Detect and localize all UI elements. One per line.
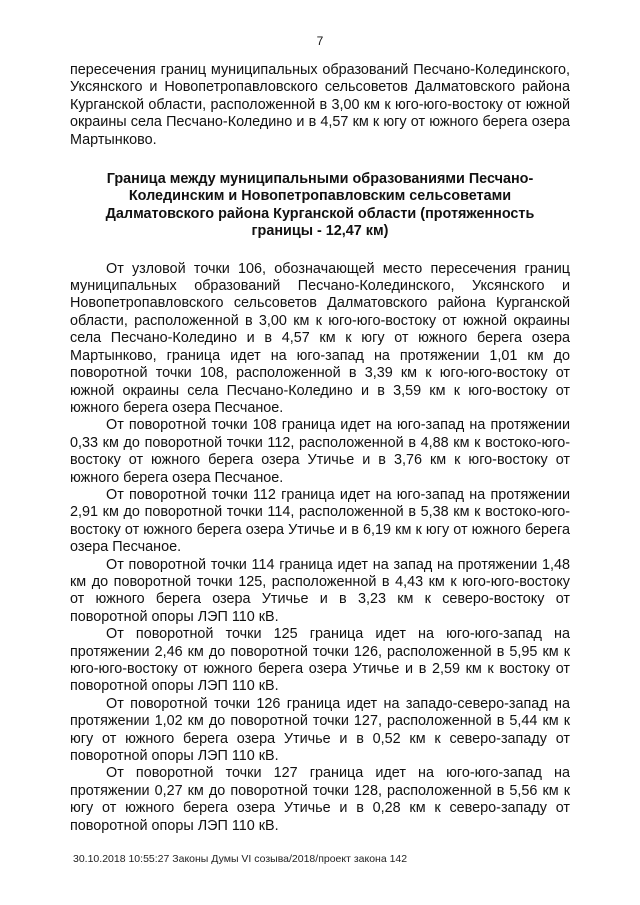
paragraph-5: От поворотной точки 125 граница идет на юго-юго-запад на протяжении 2,46 км до поворотной точки 126, расположенной в 5,95 км к юго-юго-востоку от южного берега озера Утичье и в 2,59 км к востоку от поворотной опоры ЛЭП 110 кВ. xyxy=(70,626,570,695)
paragraph-4: От поворотной точки 114 граница идет на запад на протяжении 1,48 км до поворотной точки 125, расположенной в 4,43 км к юго-юго-востоку от южного берега озера Утичье и в 3,23 км к северо-востоку от поворотной опоры ЛЭП 110 кВ. xyxy=(70,556,570,625)
paragraph-6: От поворотной точки 126 граница идет на западо-северо-запад на протяжении 1,02 км до поворотной точки 127, расположенной в 5,44 км к югу от южного берега озера Утичье и в 0,52 км к северо-западу от поворотной опоры ЛЭП 110 кВ. xyxy=(70,695,570,765)
intro-paragraph: пересечения границ муниципальных образований Песчано-Колединского, Уксянского и Новопетропавловского сельсоветов Далматовского района Курганской области, расположенной в 3,00 км к юго-юго-востоку от южной окраины села Песчано-Коледино и в 4,57 км к югу от южного берега озера Мартынково. xyxy=(70,62,570,148)
paragraph-3: От поворотной точки 112 граница идет на юго-запад на протяжении 2,91 км до поворотной точки 114, расположенной в 5,38 км к востоко-юго-востоку от южного берега озера Утичье и в 6,19 км к югу от южного берега озера Песчаное. xyxy=(70,486,570,556)
document-footer: 30.10.2018 10:55:27 Законы Думы VI созыва/2018/проект закона 142 xyxy=(73,853,408,865)
paragraph-1: От узловой точки 106, обозначающей место пересечения границ муниципальных образований Песчано-Колединского, Уксянского и Новопетропавловского сельсоветов Далматовского района Курганской области, расположенной в 3,00 км к юго-юго-востоку от южной окраины села Песчано-Коледино и в 4,57 км к югу от южного берега озера Мартынково, граница идет на юго-запад на протяжении 1,01 км до поворотной точки 108, расположенной в 3,39 км к юго-юго-востоку от южной окраины села Песчано-Коледино и в 3,59 км к юго-востоку от южного берега озера Песчаное. xyxy=(70,260,570,416)
page-number: 7 xyxy=(316,34,324,48)
paragraph-7: От поворотной точки 127 граница идет на юго-юго-запад на протяжении 0,27 км до поворотной точки 128, расположенной в 5,56 км к югу от южного берега озера Утичье и в 0,28 км к северо-западу от поворотной опоры ЛЭП 110 кВ. xyxy=(70,765,570,834)
document-body xyxy=(70,62,570,835)
section-heading: Граница между муниципальными образованиями Песчано-Колединским и Новопетропавловским сельсоветами Далматовского района Курганской области (протяженность границы - 12,47 км) xyxy=(105,171,535,240)
paragraph-2: От поворотной точки 108 граница идет на юго-запад на протяжении 0,33 км до поворотной точки 112, расположенной в 4,88 км к востоко-юго-востоку от южного берега озера Утичье и в 3,76 км к юго-востоку от южного берега озера Песчаное. xyxy=(70,417,570,486)
